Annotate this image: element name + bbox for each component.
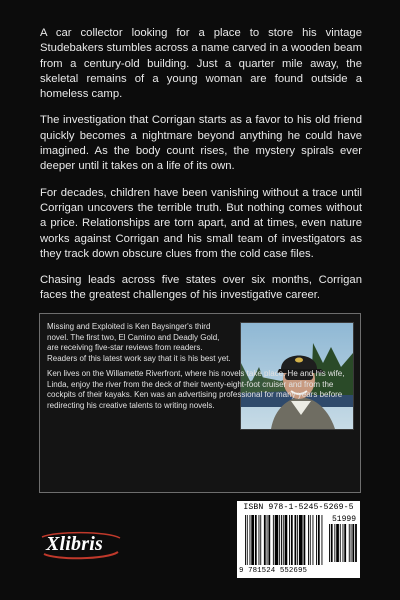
ean-bars bbox=[245, 515, 325, 567]
back-cover-blurb bbox=[40, 26, 362, 315]
blurb-paragraph: Chasing leads across five states over six months, Corrigan faces the greatest challenges of his investigative career. bbox=[40, 274, 362, 302]
blurb-paragraph: For decades, children have been vanishing without a trace until Corrigan uncovers the terrible truth. But nothing comes without a price. Relationships are torn apart, and at times, even nature works against Corrigan and his small team of investigators as they track down obscure clues from the cold case files. bbox=[40, 186, 362, 260]
blurb-paragraph: The investigation that Corrigan starts as a favor to his old friend quickly becomes a nightmare beyond anything he could have imagined. As the body count rises, the mystery spirals ever deeper until it takes on a life of its own. bbox=[40, 114, 362, 173]
publisher-logo-text: Xlibris bbox=[46, 533, 103, 555]
barcode-digits: 9 781524 552695 bbox=[239, 567, 308, 575]
publisher-logo bbox=[36, 530, 126, 560]
bio-paragraph: Missing and Exploited is Ken Baysinger's third novel. The first two, El Camino and Deadly Gold, are receiving five-star reviews from readers. Readers of this latest work say that it is his best yet. bbox=[47, 322, 231, 363]
blurb-paragraph: A car collector looking for a place to store his vintage Studebakers stumbles across a name carved in a wooden beam from a century-old building. Just a quarter mile away, the skeletal remains of a young woman are found outside a homeless camp. bbox=[40, 27, 362, 101]
price-code: 51999 bbox=[331, 515, 356, 524]
isbn-barcode bbox=[237, 501, 360, 578]
bio-paragraph: Ken lives on the Willamette Riverfront, where his novels take place. He and his wife, Linda, enjoy the river from the deck of their twenty-eight-foot cruiser and from the cockpits of their kayaks. Ken was an advertising professional for many years before redirecting his creative talents to writing novels. bbox=[47, 369, 345, 410]
author-bio-text bbox=[47, 322, 352, 416]
author-bio-box bbox=[39, 313, 361, 493]
isbn-label: ISBN 978-1-5245-5269-5 bbox=[243, 503, 354, 512]
addon-bars bbox=[329, 524, 357, 564]
bio-paragraph-2-wrap bbox=[47, 369, 345, 411]
